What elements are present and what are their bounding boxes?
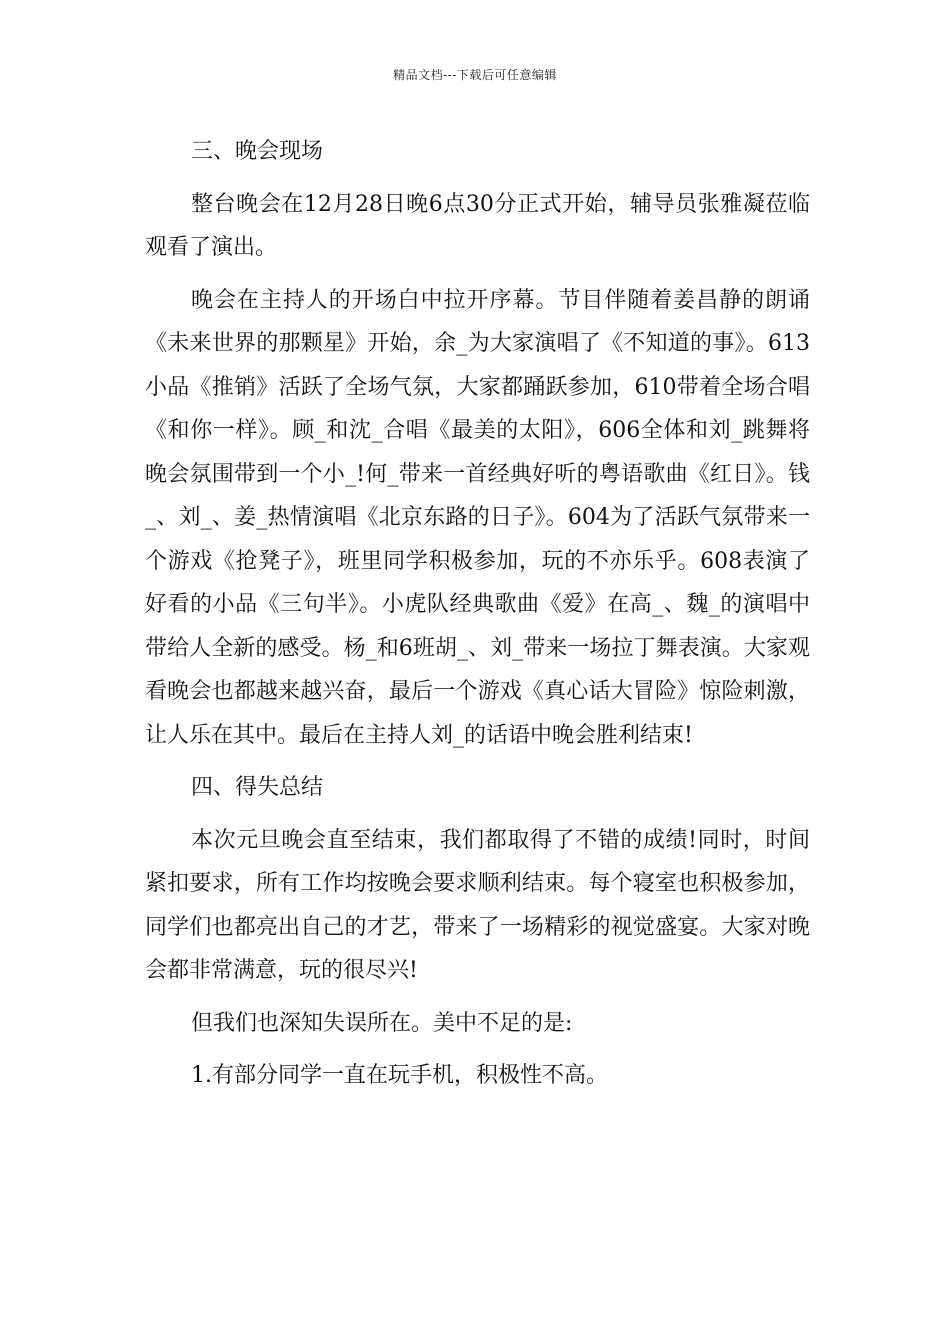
list-item-shortcoming-1: 1.有部分同学一直在玩手机，积极性不高。: [191, 1063, 608, 1088]
paragraph-start-time: 整台晚会在12月28日晚6点30分正式开始，辅导员张雅凝莅临观看了演出。: [145, 191, 810, 260]
section-heading-live: 三、晚会现场: [191, 139, 324, 164]
document-body: [145, 130, 810, 1107]
section-heading-summary: 四、得失总结: [191, 775, 324, 800]
page-header: 精品文档---下载后可任意编辑: [393, 68, 557, 82]
paragraph-shortcomings-intro: 但我们也深知失误所在。美中不足的是:: [191, 1010, 573, 1036]
paragraph-program: 晚会在主持人的开场白中拉开序幕。节目伴随着姜昌静的朗诵《未来世界的那颗星》开始，余_为大家演唱了《不知道的事》。613小品《推销》活跃了全场气氛，大家都踊跃参加，610带着全场合唱《和你一样》。顾_和沈_合唱《最美的太阳》，606全体和刘_跳舞将晚会氛围带到一个小_!何_带来一首经典好听的粤语歌曲《红日》。钱_、刘_、姜_热情演唱《北京东路的日子》。604为了活跃气氛带来一个游戏《抢凳子》，班里同学积极参加，玩的不亦乐乎。608表演了好看的小品《三句半》。小虎队经典歌曲《爱》在高_、魏_的演唱中带给人全新的感受。杨_和6班胡_、刘_带来一场拉丁舞表演。大家观看晚会也都越来越兴奋，最后一个游戏《真心话大冒险》惊险刺激，让人乐在其中。最后在主持人刘_的话语中晚会胜利结束!: [145, 287, 810, 748]
paragraph-achievements: 本次元旦晚会直至结束，我们都取得了不错的成绩!同时，时间紧扣要求，所有工作均按晚会要求顺利结束。每个寝室也积极参加，同学们也都亮出自己的才艺，带来了一场精彩的视觉盛宴。大家对晚会都非常满意，玩的很尽兴!: [145, 827, 810, 983]
